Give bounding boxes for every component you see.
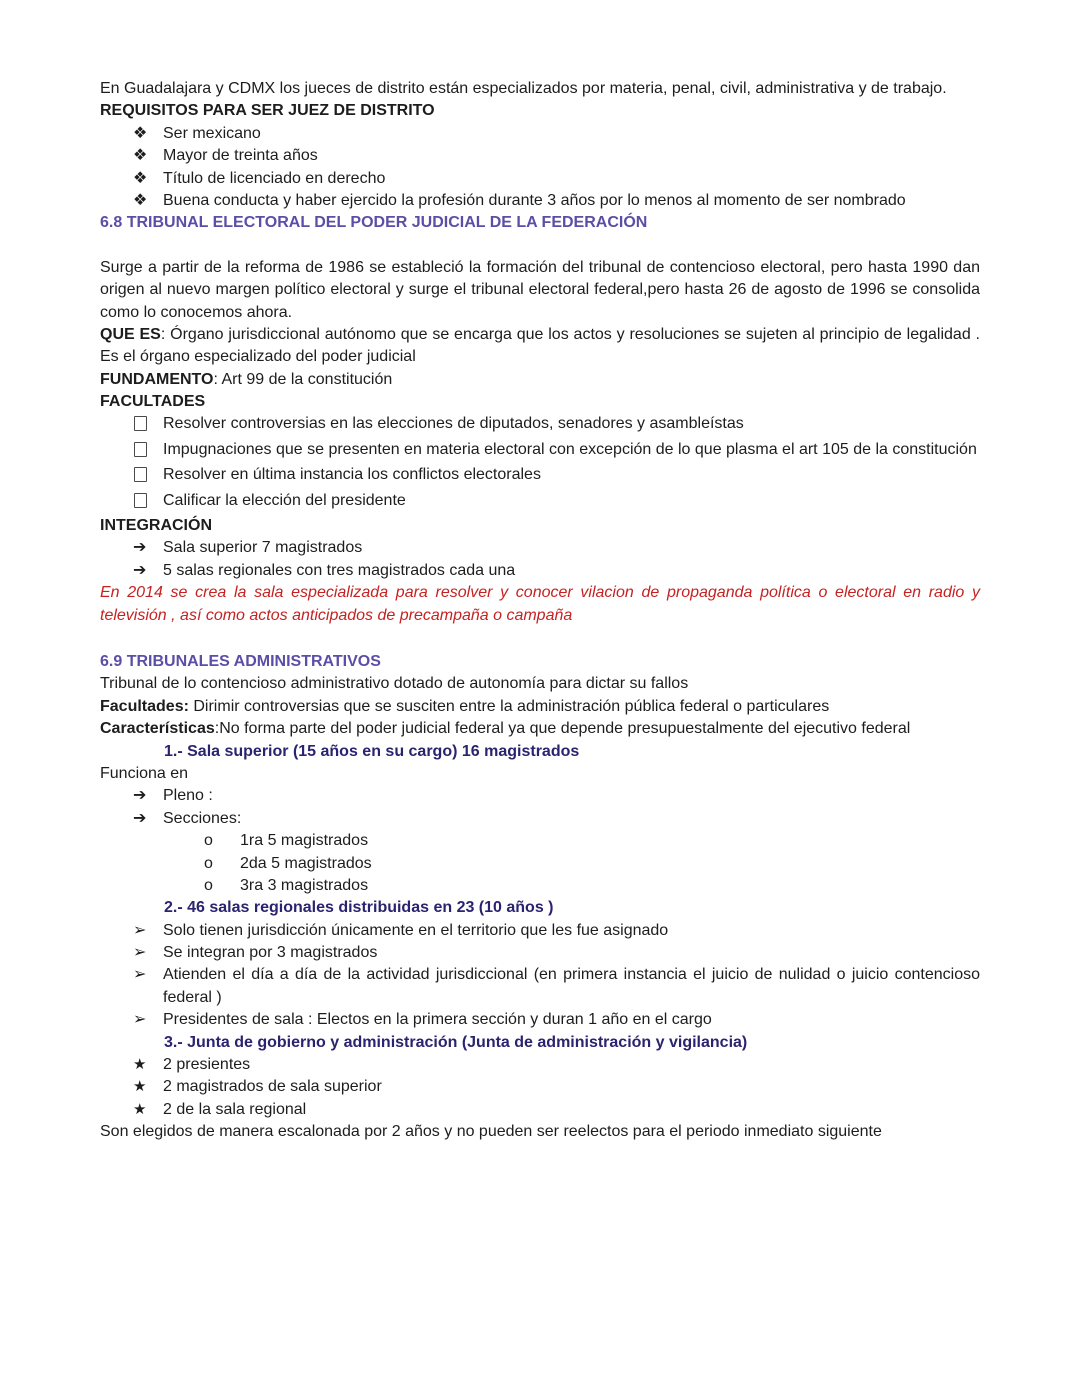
caracteristicas-text: :No forma parte del poder judicial federal ya que depende presupuestalmente del ejecutivo federal [214, 720, 911, 738]
integracion-list [100, 537, 980, 582]
list-item-text: 5 salas regionales con tres magistrados cada una [163, 561, 516, 579]
secciones-list [100, 830, 980, 897]
numbered-heading-2: 2.- 46 salas regionales distribuidas en 23 (10 años ) [164, 899, 554, 917]
funciona-line: Funciona en [100, 764, 189, 782]
junta-list [100, 1054, 980, 1121]
list-item-text: Título de licenciado en derecho [163, 169, 386, 187]
list-item-text: Presidentes de sala : Electos en la primera sección y duran 1 año en el cargo [163, 1011, 712, 1029]
list-item-text: Secciones: [163, 809, 242, 827]
list-item [204, 830, 980, 852]
diamond-bullet-icon: ❖ [133, 191, 148, 209]
list-item [133, 537, 980, 559]
diamond-bullet-icon: ❖ [133, 147, 148, 165]
diamond-bullet-icon: ❖ [133, 169, 148, 187]
blank-line [100, 235, 980, 257]
section-6-9-paragraph: Tribunal de lo contencioso administrativo dotado de autonomía para dictar su fallos [100, 675, 689, 693]
section-6-8-heading: 6.8 TRIBUNAL ELECTORAL DEL PODER JUDICIAL DE LA FEDERACIÓN [100, 214, 648, 232]
caracteristicas-label: Características [100, 720, 215, 738]
arrow-bullet-icon: ➔ [133, 561, 147, 579]
list-item [133, 490, 980, 512]
chevron-bullet-icon: ➢ [133, 921, 147, 939]
list-item [133, 808, 980, 830]
list-item-text: Calificar la elección del presidente [163, 491, 406, 509]
section-6-8-paragraph: Surge a partir de la reforma de 1986 se estableció la formación del tribunal de contencioso electoral, pero hasta 1990 dan origen al nuevo margen político electoral y surge el tribunal electoral federal,pero hasta 26 de agosto de 1996 se consolida como lo conocemos ahora. [100, 258, 980, 321]
requisitos-heading: REQUISITOS PARA SER JUEZ DE DISTRITO [100, 102, 435, 120]
list-item [133, 439, 980, 461]
arrow-bullet-icon: ➔ [133, 539, 147, 557]
list-item [133, 464, 980, 486]
que-es-line [100, 324, 980, 369]
o-bullet-icon: o [204, 832, 213, 850]
arrow-bullet-icon: ➔ [133, 809, 147, 827]
numbered-heading-1: 1.- Sala superior (15 años en su cargo) 16 magistrados [164, 742, 580, 760]
blank-line [100, 627, 980, 651]
section-6-9-heading: 6.9 TRIBUNALES ADMINISTRATIVOS [100, 652, 381, 670]
o-bullet-icon: o [204, 876, 213, 894]
integracion-heading: INTEGRACIÓN [100, 517, 212, 535]
requisitos-list [100, 123, 980, 213]
que-es-label: QUE ES [100, 325, 161, 343]
checkbox-icon [134, 442, 147, 457]
list-item-text: Buena conducta y haber ejercido la profesión durante 3 años por lo menos al momento de ser nombrado [163, 191, 906, 209]
facultades-checklist [100, 413, 980, 512]
list-item-text: Se integran por 3 magistrados [163, 944, 378, 962]
list-item [133, 920, 980, 942]
list-item-text: 2 de la sala regional [163, 1100, 307, 1118]
facultades-line [100, 696, 980, 718]
fundamento-label: FUNDAMENTO [100, 370, 214, 388]
list-item [133, 1009, 980, 1031]
list-item [133, 942, 980, 964]
list-item-text: Resolver en última instancia los conflictos electorales [163, 466, 541, 484]
intro-paragraph: En Guadalajara y CDMX los jueces de distrito están especializados por materia, penal, civil, administrativa y de trabajo. [100, 80, 947, 97]
checkbox-icon [134, 416, 147, 431]
checkbox-icon [134, 467, 147, 482]
list-item [133, 1099, 980, 1121]
list-item-text: 1ra 5 magistrados [240, 832, 369, 850]
list-item [133, 964, 980, 1009]
list-item [133, 123, 980, 145]
red-note-paragraph: En 2014 se crea la sala especializada para resolver y conocer vilacion de propaganda política o electoral en radio y televisión , así como actos anticipados de precampaña o campaña [100, 584, 980, 624]
list-item-text: Resolver controversias en las elecciones de diputados, senadores y asambleístas [163, 415, 744, 433]
star-bullet-icon: ★ [133, 1100, 147, 1118]
chevron-bullet-icon: ➢ [133, 944, 147, 962]
star-bullet-icon: ★ [133, 1056, 147, 1074]
que-es-text: : Órgano jurisdiccional autónomo que se encarga que los actos y resoluciones se sujeten al principio de legalidad . Es el órgano especializado del poder judicial [100, 325, 980, 366]
list-item [133, 560, 980, 582]
chevron-bullet-icon: ➢ [133, 966, 147, 984]
arrow-bullet-icon: ➔ [133, 787, 147, 805]
o-bullet-icon: o [204, 854, 213, 872]
list-item [133, 168, 980, 190]
list-item-text: Mayor de treinta años [163, 147, 318, 165]
numbered-heading-3: 3.- Junta de gobierno y administración (Junta de administración y vigilancia) [164, 1033, 748, 1051]
list-item [133, 413, 980, 435]
list-item [204, 853, 980, 875]
list-item [133, 190, 980, 212]
list-item-text: 3ra 3 magistrados [240, 876, 369, 894]
list-item [133, 1054, 980, 1076]
list-item-text: Atienden el día a día de la actividad jurisdiccional (en primera instancia el juicio de nulidad o juicio contencioso federal ) [163, 966, 980, 1006]
list-item-text: 2 presientes [163, 1056, 251, 1074]
star-bullet-icon: ★ [133, 1078, 147, 1096]
diamond-bullet-icon: ❖ [133, 124, 148, 142]
caracteristicas-line [100, 718, 980, 740]
fundamento-line [100, 369, 980, 391]
checkbox-icon [134, 493, 147, 508]
funciona-arrow-list [100, 785, 980, 830]
list-item-text: Pleno : [163, 787, 213, 805]
list-item-text: Ser mexicano [163, 124, 261, 142]
list-item-text: Impugnaciones que se presenten en materia electoral con excepción de lo que plasma el art 105 de la constitución [163, 440, 977, 458]
list-item [204, 875, 980, 897]
salas-regionales-list [100, 920, 980, 1032]
fundamento-text: : Art 99 de la constitución [213, 370, 393, 388]
list-item [133, 145, 980, 167]
facultades-text: Dirimir controversias que se susciten entre la administración pública federal o particulares [188, 697, 830, 715]
outro-paragraph: Son elegidos de manera escalonada por 2 años y no pueden ser reelectos para el periodo inmediato siguiente [100, 1123, 882, 1141]
list-item [133, 785, 980, 807]
list-item-text: Solo tienen jurisdicción únicamente en el territorio que les fue asignado [163, 921, 669, 939]
facultades-heading: FACULTADES [100, 393, 206, 411]
list-item-text: 2 magistrados de sala superior [163, 1078, 382, 1096]
list-item-text: Sala superior 7 magistrados [163, 539, 363, 557]
facultades-label: Facultades: [100, 697, 189, 715]
list-item-text: 2da 5 magistrados [240, 854, 372, 872]
list-item [133, 1076, 980, 1098]
chevron-bullet-icon: ➢ [133, 1011, 147, 1029]
